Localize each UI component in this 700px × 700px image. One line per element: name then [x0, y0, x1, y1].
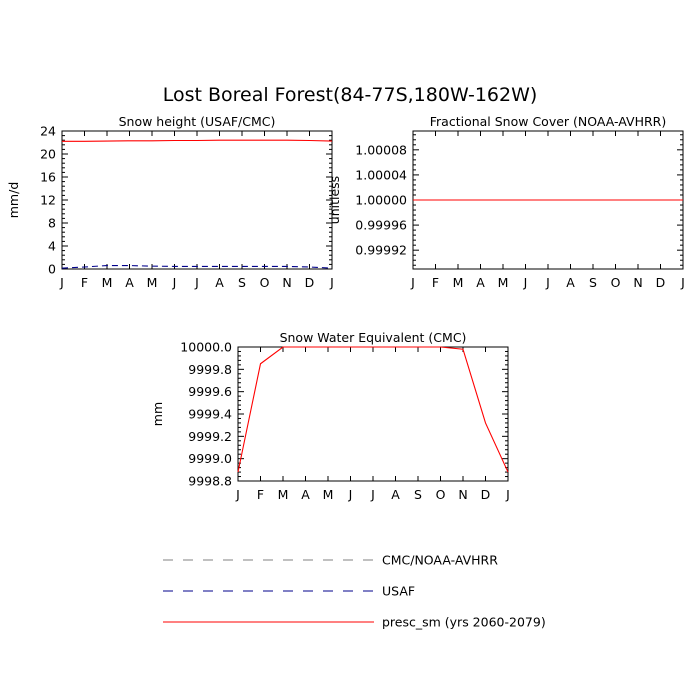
x-tick-label: J: [60, 275, 64, 290]
legend: [163, 553, 546, 630]
y-axis-label: mm: [150, 401, 165, 427]
x-tick-label: M: [452, 275, 464, 290]
y-tick-label: 9999.4: [188, 406, 232, 422]
x-tick-label: J: [523, 275, 528, 290]
x-tick-label: A: [125, 275, 134, 290]
x-tick-label: A: [215, 275, 224, 290]
x-tick-label: F: [431, 275, 440, 290]
y-tick-label: 9998.8: [188, 473, 232, 489]
x-tick-label: A: [476, 275, 485, 290]
x-tick-label: O: [435, 487, 446, 502]
series-line-presc-sm-yrs-2060-2079: [62, 140, 332, 141]
plot-frame: [62, 131, 332, 269]
x-tick-label: N: [633, 275, 643, 290]
x-tick-label: D: [480, 487, 491, 502]
y-tick-label: 9999.0: [188, 451, 232, 467]
y-tick-label: 16: [40, 169, 56, 185]
x-tick-label: J: [348, 487, 353, 502]
figure-title: Lost Boreal Forest(84-77S,180W-162W): [162, 84, 538, 106]
y-tick-label: 0.99992: [355, 242, 407, 258]
y-tick-label: 9999.2: [188, 428, 232, 444]
x-tick-label: J: [172, 275, 177, 290]
x-tick-label: J: [546, 275, 550, 290]
y-tick-label: 24: [40, 123, 56, 139]
x-tick-label: J: [195, 275, 199, 290]
x-tick-label: A: [391, 487, 400, 502]
x-tick-label: F: [80, 275, 89, 290]
x-tick-label: M: [146, 275, 158, 290]
legend-label: CMC/NOAA-AVHRR: [382, 552, 498, 568]
series-line-presc-sm-yrs-2060-2079: [238, 347, 508, 472]
y-tick-label: 20: [40, 146, 56, 162]
y-axis-label: unitless: [327, 175, 342, 225]
x-tick-label: S: [238, 275, 246, 290]
x-tick-label: J: [371, 487, 375, 502]
x-tick-label: M: [277, 487, 289, 502]
x-tick-label: M: [322, 487, 334, 502]
panel-title: Snow height (USAF/CMC): [118, 114, 276, 129]
x-tick-label: D: [304, 275, 315, 290]
x-tick-label: S: [414, 487, 422, 502]
chart-panel-2: [327, 114, 685, 290]
x-tick-label: M: [497, 275, 509, 290]
x-tick-label: S: [589, 275, 597, 290]
y-axis-label: mm/d: [6, 181, 21, 219]
y-tick-label: 10000.0: [180, 339, 232, 355]
y-tick-label: 12: [40, 192, 56, 208]
y-tick-label: 1.00004: [355, 167, 407, 183]
x-tick-label: J: [236, 487, 240, 502]
y-tick-label: 4: [48, 238, 56, 254]
legend-label: presc_sm (yrs 2060-2079): [382, 614, 546, 630]
x-tick-label: F: [256, 487, 265, 502]
x-tick-label: J: [506, 487, 510, 502]
chart-panel-3: [150, 330, 510, 502]
y-tick-label: 0: [48, 261, 56, 277]
panel-title: Fractional Snow Cover (NOAA-AVHRR): [429, 114, 667, 129]
x-tick-label: A: [301, 487, 310, 502]
x-tick-label: J: [681, 275, 685, 290]
x-tick-label: M: [101, 275, 113, 290]
chart-panels: [6, 114, 685, 502]
x-tick-label: A: [566, 275, 575, 290]
y-tick-label: 9999.6: [188, 384, 232, 400]
y-tick-label: 9999.8: [188, 361, 232, 377]
chart-panel-1: [6, 114, 334, 290]
x-tick-label: O: [610, 275, 621, 290]
x-tick-label: N: [282, 275, 292, 290]
legend-label: USAF: [382, 583, 416, 599]
x-tick-label: J: [411, 275, 415, 290]
x-tick-label: J: [330, 275, 334, 290]
panel-title: Snow Water Equivalent (CMC): [279, 330, 467, 345]
y-tick-label: 1.00008: [355, 142, 407, 158]
x-tick-label: D: [655, 275, 666, 290]
x-tick-label: O: [259, 275, 270, 290]
y-tick-label: 0.99996: [355, 217, 407, 233]
y-tick-label: 8: [48, 215, 56, 231]
plot-frame: [238, 347, 508, 481]
y-tick-label: 1.00000: [355, 192, 407, 208]
x-tick-label: N: [458, 487, 468, 502]
